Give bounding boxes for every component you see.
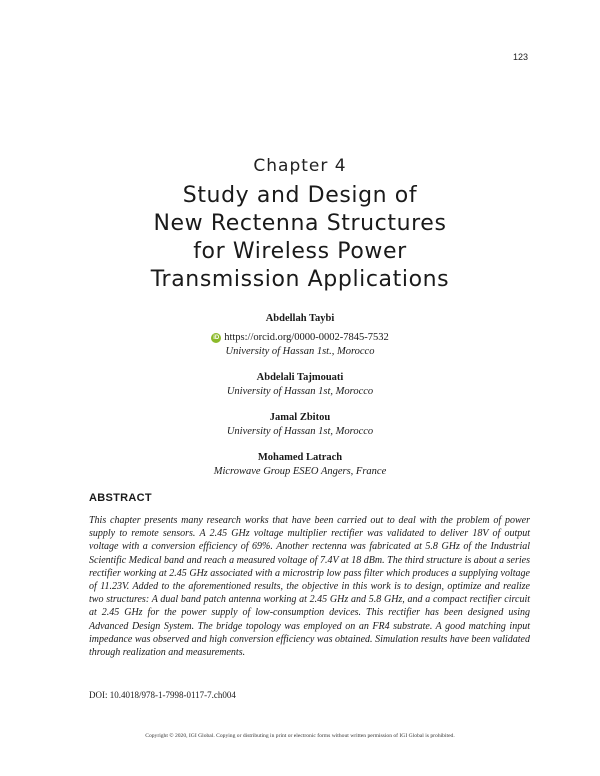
orcid-link[interactable] (211, 331, 389, 345)
chapter-title (0, 182, 600, 294)
author-name: Abdellah Taybi (265, 313, 335, 324)
page-number: 123 (512, 52, 528, 62)
doi: DOI: 10.4018/978-1-7998-0117-7.ch004 (89, 690, 236, 700)
author-affiliation: University of Hassan 1st., Morocco (225, 346, 375, 357)
author-block (0, 451, 600, 479)
title-line: Transmission Applications (150, 267, 450, 292)
author-name: Mohamed Latrach (257, 452, 343, 463)
author-block (0, 411, 600, 439)
title-line: for Wireless Power (193, 239, 407, 264)
author-block (0, 371, 600, 399)
orcid-icon: iD (213, 335, 220, 341)
copyright-notice: Copyright © 2020, IGI Global. Copying or distributing in print or electronic forms without written permission of IGI Global is prohibited. (145, 733, 455, 739)
author-affiliation: University of Hassan 1st, Morocco (226, 386, 374, 397)
title-line: New Rectenna Structures (153, 211, 447, 236)
abstract-heading: ABSTRACT (89, 492, 152, 504)
author-list (0, 312, 600, 491)
author-affiliation: University of Hassan 1st, Morocco (226, 426, 374, 437)
author-affiliation: Microwave Group ESEO Angers, France (213, 466, 387, 477)
abstract-body: This chapter presents many research works that have been carried out to deal with the problem of power supply to remote sensors. A 2.45 GHz voltage multiplier rectifier was validated to deliver 18V of output voltage with a conversion efficiency of 69%. Another rectenna was fabricated at 5.8 GHz of the Industrial Scientific Medical band and reach a measured voltage of 7.4V at 18 dBm. The third structure is about a series rectifier working at 2.45 GHz associated with a microstrip low pass filter which produces a supplying voltage of 11.23V. Added to the aforementioned results, the objective in this work is to design, optimize and realize two structures: A dual band patch antenna working at 2.45 GHz and 5.8 GHz, and a compact rectifier circuit at 2.45 GHz for the power supply of low-consumption devices. This rectifier has been designed using Advanced Design System. The bridge topology was employed on an FR4 substrate. A good matching input impedance was observed and high conversion efficiency was obtained. Simulation results have been validated through realization and measurements. (89, 515, 530, 659)
author-block (0, 312, 600, 359)
author-name: Abdelali Tajmouati (256, 372, 344, 383)
title-line: Study and Design of (182, 183, 418, 208)
orcid-url[interactable]: https://orcid.org/0000-0002-7845-7532 (224, 332, 389, 343)
author-name: Jamal Zbitou (269, 412, 331, 423)
chapter-label: Chapter 4 (253, 156, 347, 176)
